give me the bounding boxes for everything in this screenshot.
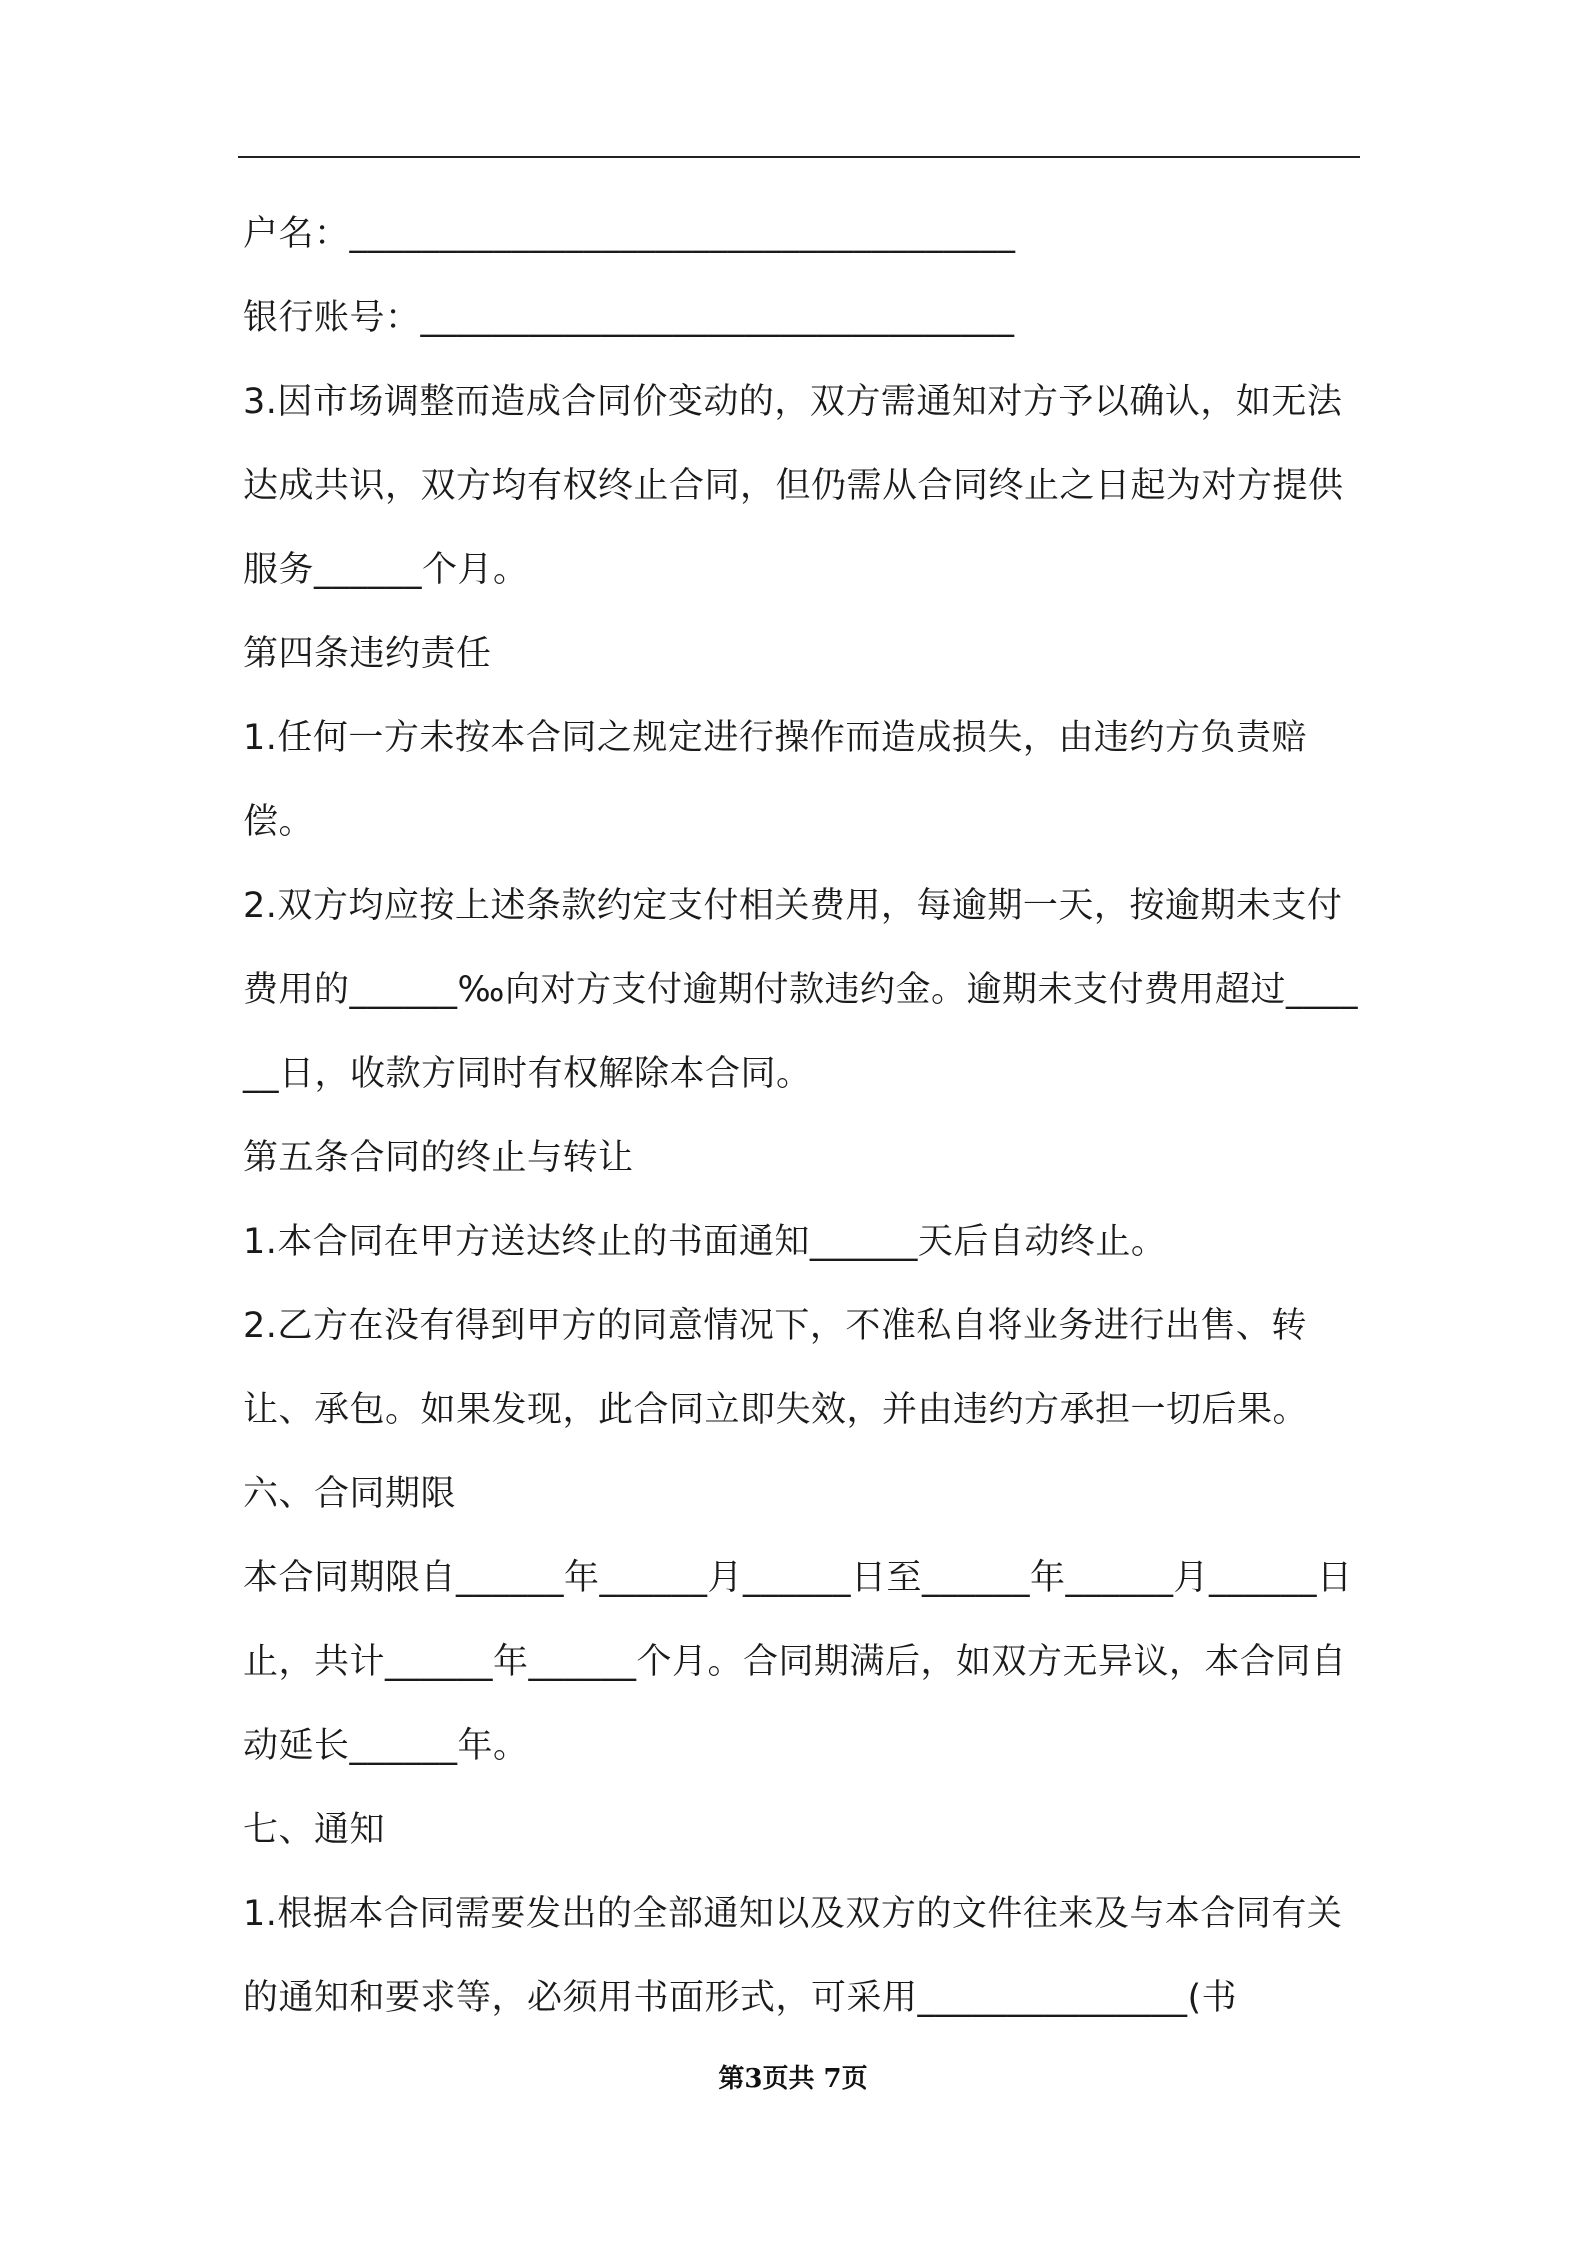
- clause-notice-form: 1.根据本合同需要发出的全部通知以及双方的文件往来及与本合同有关的通知和要求等，必须用书面形式，可采用_______________(书: [243, 1894, 1343, 2018]
- page-number: 第3页共 7页: [718, 2064, 868, 2094]
- clause-transfer-restriction: 2.乙方在没有得到甲方的同意情况下，不准私自将业务进行出售、转让、承包。如果发现，此合同立即失效，并由违约方承担一切后果。: [243, 1306, 1309, 1430]
- bank-account-field: 银行账号：_________________________________: [243, 298, 1015, 338]
- section-heading-termination: 第五条合同的终止与转让: [243, 1138, 634, 1178]
- header-rule: [238, 156, 1360, 158]
- section-heading-notice: 七、通知: [243, 1810, 386, 1850]
- document-body: [243, 192, 1363, 2040]
- clause-breach-compensation: 1.任何一方未按本合同之规定进行操作而造成损失，由违约方负责赔偿。: [243, 718, 1307, 842]
- clause-price-change: 3.因市场调整而造成合同价变动的，双方需通知对方予以确认，如无法达成共识，双方均有权终止合同，但仍需从合同终止之日起为对方提供服务______个月。: [243, 382, 1344, 590]
- account-name-field: 户名：_____________________________________: [243, 214, 1016, 254]
- clause-late-payment: 2.双方均应按上述条款约定支付相关费用，每逾期一天，按逾期未支付费用的______‰向对方支付逾期付款违约金。逾期未支付费用超过______日，收款方同时有权解除本合同。: [243, 886, 1358, 1094]
- section-heading-term: 六、合同期限: [243, 1474, 457, 1514]
- clause-contract-term: 本合同期限自______年______月______日至______年______月______日止，共计______年______个月。合同期满后，如双方无异议，本合同自动延长______年。: [243, 1558, 1353, 1766]
- section-heading-breach: 第四条违约责任: [243, 634, 492, 674]
- clause-termination-notice: 1.本合同在甲方送达终止的书面通知______天后自动终止。: [243, 1222, 1167, 1262]
